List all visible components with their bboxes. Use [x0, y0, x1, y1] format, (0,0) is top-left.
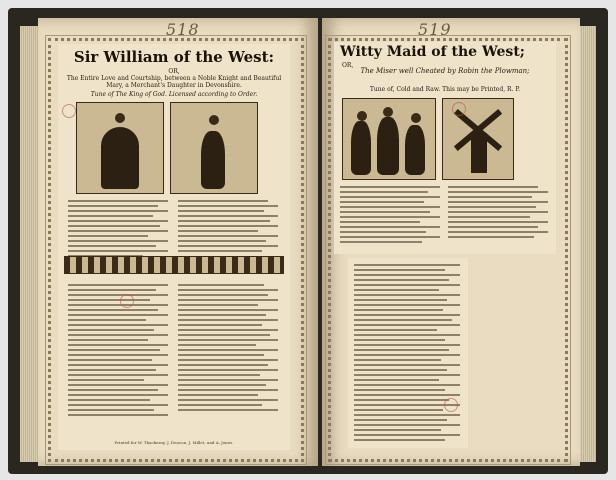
- library-stamp: [444, 398, 458, 412]
- right-upper-column-1: [340, 186, 440, 246]
- left-ballad-sheet: [58, 44, 290, 450]
- left-upper-column-2: [178, 200, 278, 255]
- woodcut-lady: [76, 102, 164, 194]
- right-ballad-or: OR,: [342, 62, 354, 69]
- right-page-number: 519: [418, 20, 452, 39]
- right-ballad-subtitle: The Miser well Cheated by Robin the Plowman;: [360, 67, 530, 75]
- library-stamp: [62, 104, 76, 118]
- left-ballad-title: Sir William of the West:: [73, 48, 275, 66]
- left-lower-column-2: [178, 284, 278, 414]
- left-ballad-subtitle: The Entire Love and Courtship, between a Noble Knight and Beautiful Mary, a Merchant's Daughter in Devonshire.: [66, 75, 282, 89]
- right-lower-column: [354, 264, 460, 444]
- open-book: [8, 8, 608, 474]
- right-ballad-sheet-top: [334, 42, 556, 254]
- right-ballad-title: Witty Maid of the West;: [340, 44, 525, 60]
- woodcut-knight: [170, 102, 258, 194]
- left-page: [38, 18, 318, 466]
- left-lower-column-1: [68, 284, 168, 419]
- library-stamp: [120, 294, 134, 308]
- left-page-number: 518: [166, 20, 200, 39]
- left-ballad-tune: Tune of The King of God. Licensed according to Order.: [90, 91, 258, 98]
- woodcut-figures: [342, 98, 436, 180]
- right-ballad-tune: Tune of, Cold and Raw. This may be Printed, R. P.: [369, 86, 521, 93]
- left-upper-column-1: [68, 200, 168, 260]
- right-upper-column-2: [448, 186, 548, 241]
- right-page: [322, 18, 580, 466]
- library-stamp: [452, 102, 466, 116]
- left-ballad-or: OR,: [168, 68, 180, 75]
- right-ballad-sheet-bottom: [348, 258, 468, 448]
- ornament-band: [64, 256, 284, 274]
- left-ballad-imprint: Printed for W. Thackeray, J. Deacon, J. Millet, and A. Jones.: [114, 440, 234, 445]
